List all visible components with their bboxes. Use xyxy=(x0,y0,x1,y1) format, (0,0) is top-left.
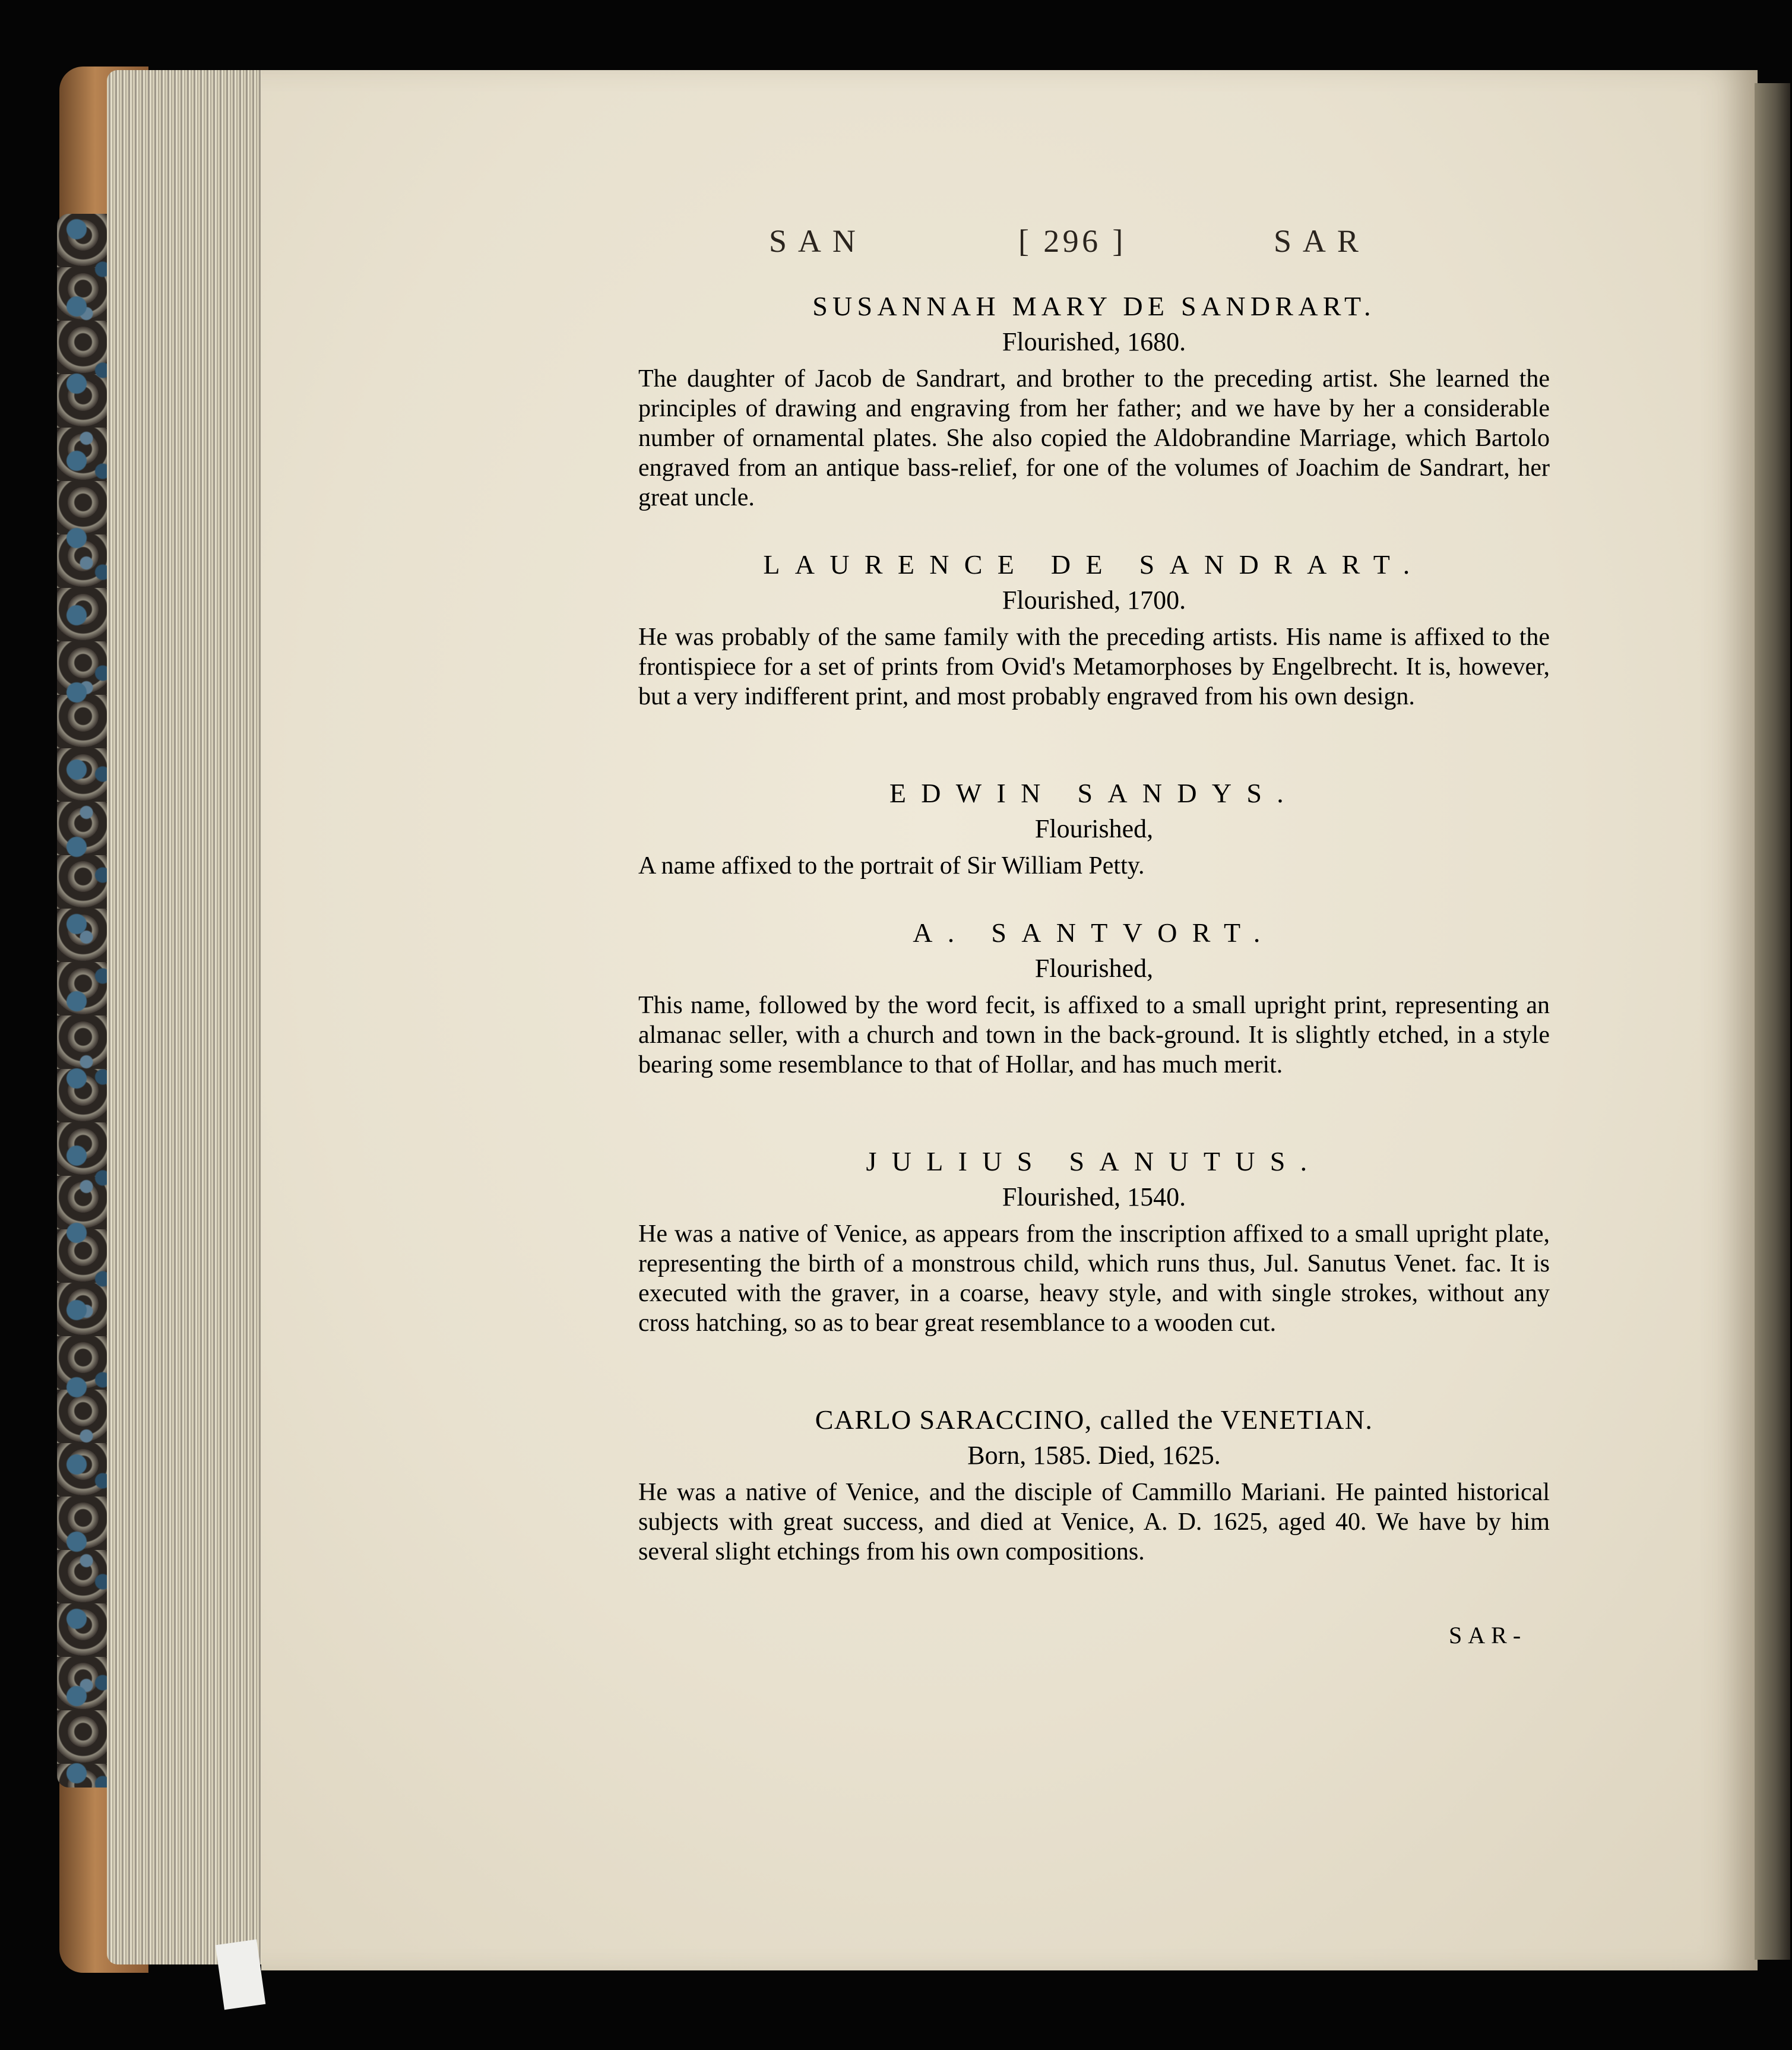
entry-dates: Flourished, 1700. xyxy=(1002,586,1186,615)
page-number: [ 296 ] xyxy=(1018,223,1126,259)
entry-name: A. SANTVORT. xyxy=(913,918,1275,948)
entry-dates: Born, 1585. Died, 1625. xyxy=(967,1441,1221,1470)
entry-name: SUSANNAH MARY DE SANDRART. xyxy=(812,291,1376,321)
running-head-right: SAR xyxy=(1274,223,1370,259)
entry-julius-sanutus xyxy=(638,1143,1550,1338)
entry-name: EDWIN SANDYS. xyxy=(889,778,1299,808)
entry-dates: Flourished, 1540. xyxy=(1002,1182,1186,1211)
entry-edwin-sandys xyxy=(638,775,1550,881)
entry-text: This name, followed by the word fecit, is affixed to a small upright print, representing an almanac seller, with a church and town in the back-ground. It is slightly etched, in a style bearing some resemblance to that of Hollar, and has much merit. xyxy=(638,992,1550,1078)
entry-text: He was probably of the same family with the preceding artists. His name is affixed to the frontispiece for a set of prints from Ovid's Metamorphoses by Engelbrecht. It is, however, but a very indifferent print, and most probably engraved from his own design. xyxy=(638,624,1550,710)
entry-text: He was a native of Venice, as appears from the inscription affixed to a small upright plate, representing the birth of a monstrous child, which runs thus, Jul. Sanutus Venet. fac. It is executed with the graver, in a coarse, heavy style, and with single strokes, without any cross hatching, so as to bear great resemblance to a wooden cut. xyxy=(638,1220,1550,1337)
entry-dates: Flourished, xyxy=(1034,814,1154,843)
entry-name: CARLO SARACCINO, called the VENETIAN. xyxy=(815,1404,1373,1435)
entry-text: The daughter of Jacob de Sandrart, and brother to the preceding artist. She learned the principles of drawing and engraving from her father; and we have by her a considerable number of ornamental plates. She also copied the Aldobrandine Marriage, which Bartolo engraved from an antique bass-relief, for one of the volumes of Joachim de Sandrart, her great uncle. xyxy=(638,365,1550,511)
entry-carlo-saraccino xyxy=(638,1402,1550,1567)
running-head-left: SAN xyxy=(769,223,867,259)
entry-text: He was a native of Venice, and the disciple of Cammillo Mariani. He painted historical subjects with great success, and died at Venice, A. D. 1625, aged 40. We have by him several slight etchings from his own compositions. xyxy=(638,1479,1550,1565)
entry-a-santvort xyxy=(638,915,1550,1080)
entry-laurence-de-sandrart xyxy=(638,546,1550,711)
entry-dates: Flourished, 1680. xyxy=(1002,327,1186,356)
catchword: SAR- xyxy=(1449,1622,1527,1649)
running-head xyxy=(638,217,1550,276)
entry-susannah-mary-de-sandrart xyxy=(638,288,1550,512)
entry-dates: Flourished, xyxy=(1034,954,1154,983)
page-block-edge xyxy=(107,70,267,1964)
entry-text: A name affixed to the portrait of Sir William Petty. xyxy=(638,852,1145,880)
bookmark-ribbon xyxy=(216,1940,266,2010)
entry-name: JULIUS SANUTUS. xyxy=(866,1146,1322,1176)
entry-name: LAURENCE DE SANDRART. xyxy=(763,549,1425,580)
facing-leaf-edge xyxy=(1755,83,1790,1960)
